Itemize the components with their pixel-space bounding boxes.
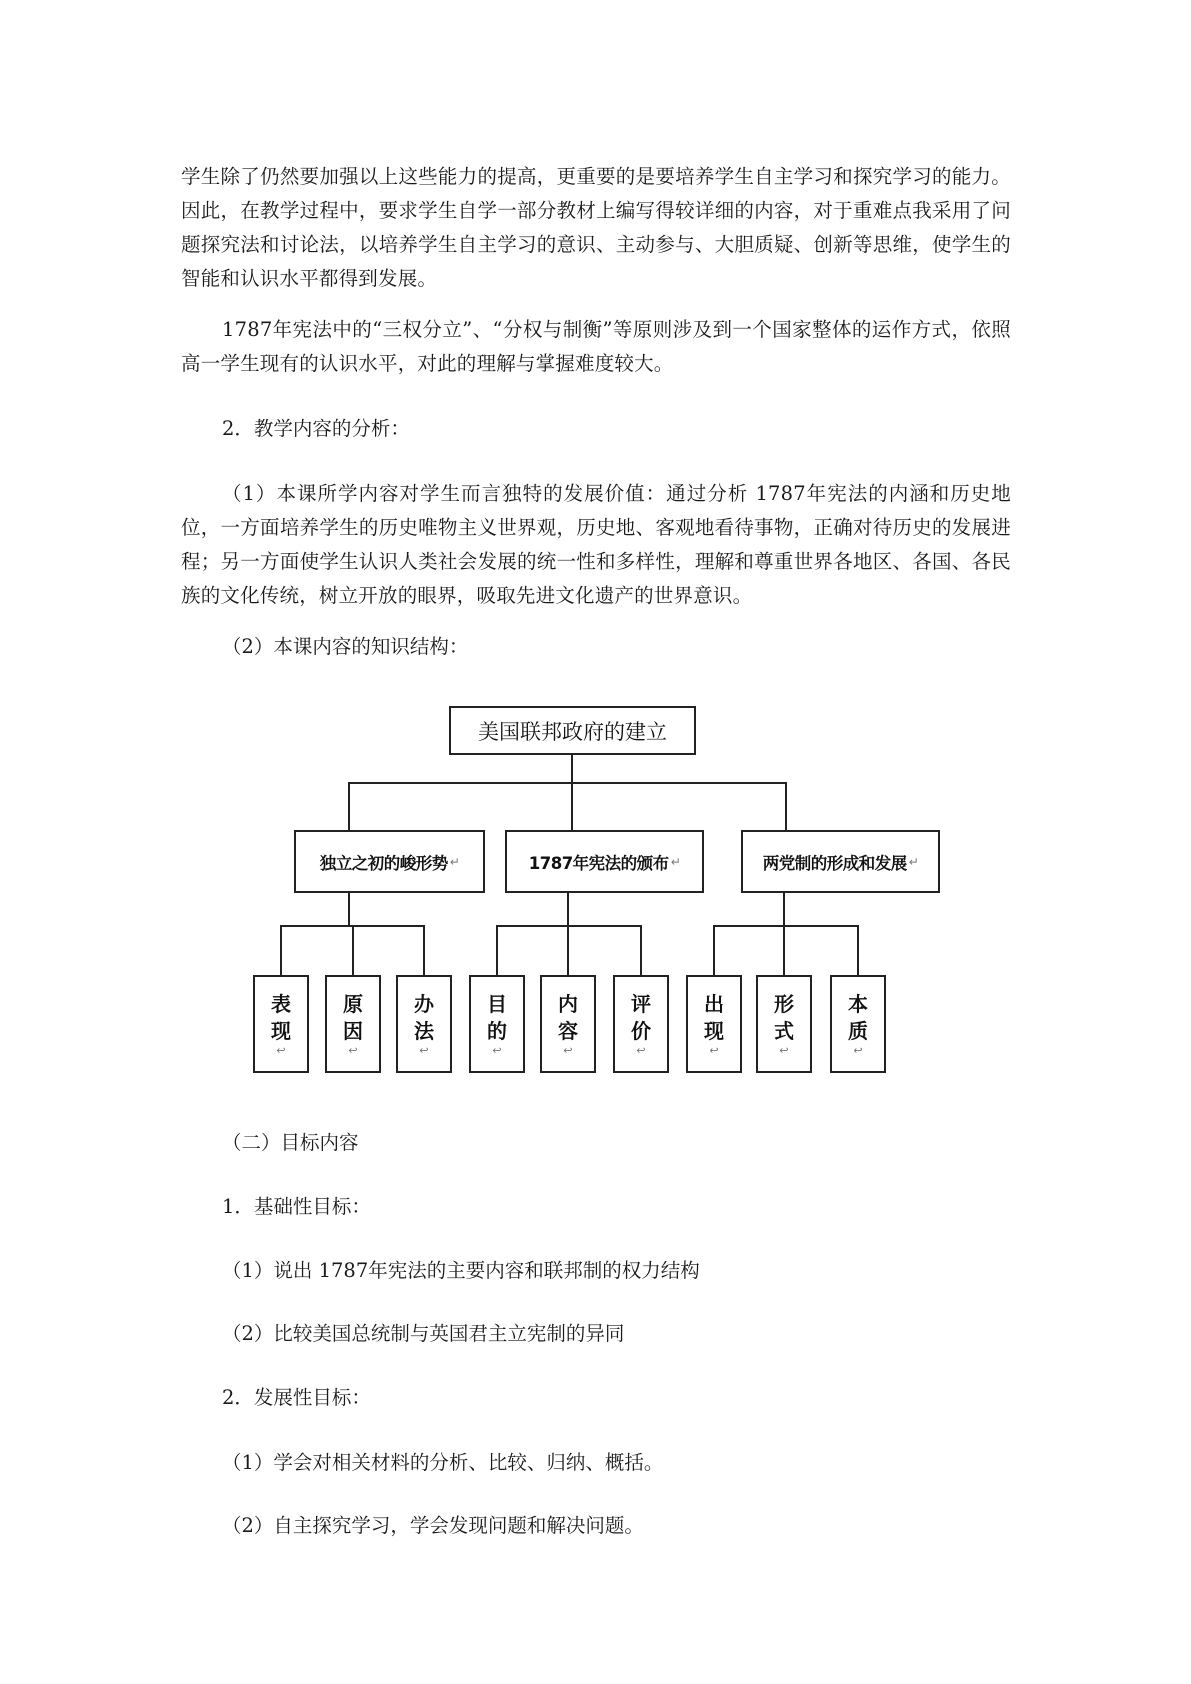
diagram-leaf-box [830,975,886,1073]
basic-goal-2: （2）比较美国总统制与英国君主立宪制的异同 [222,1322,625,1345]
diagram-branch-label-2: 1787年宪法的颁布 [528,853,669,873]
leaf-return-mark: ↩ [348,1044,358,1057]
development-goal-2: （2）自主探究学习，学会发现问题和解决问题。 [222,1514,644,1537]
diagram-branch-label-3: 两党制的形成和发展 [762,853,907,873]
leaf-char: 办 [414,992,434,1016]
leaf-char: 质 [848,1019,868,1043]
return-mark: ↵ [449,854,460,869]
leaf-char: 目 [487,992,507,1016]
leaf-return-mark: ↩ [563,1044,573,1057]
heading-goals: （二）目标内容 [222,1131,359,1154]
paragraph-abilities: 学生除了仍然要加强以上这些能力的提高，更重要的是要培养学生自主学习和探究学习的能力。因此，在教学过程中，要求学生自学一部分教材上编写得较详细的内容，对于重难点我采用了问题探究法和讨论法，以培养学生自主学习的意识、主动参与、大胆质疑、创新等思维，使学生的智能和认识水平都得到发展。 [181,165,1011,290]
return-mark: ↵ [908,854,919,869]
diagram-branch-label-1: 独立之初的峻形势 [319,853,448,873]
heading-basic-goals: 1．基础性目标： [222,1195,371,1218]
heading-content-analysis: 2．教学内容的分析： [222,417,410,440]
diagram-branch-box-2 [505,830,704,893]
leaf-return-mark: ↩ [636,1044,646,1057]
leaf-char: 表 [271,992,291,1016]
leaf-char: 出 [704,992,724,1016]
leaf-char: 价 [631,1019,651,1043]
diagram-leaf-box [540,975,596,1073]
diagram-branch-box-3 [741,830,940,893]
leaf-return-mark: ↩ [419,1044,429,1057]
leaf-char: 因 [343,1019,363,1043]
leaf-return-mark: ↩ [853,1044,863,1057]
diagram-leaf-box [325,975,381,1073]
leaf-char: 内 [558,992,578,1016]
leaf-char: 形 [774,992,794,1016]
diagram-root-label: 美国联邦政府的建立 [478,719,667,744]
basic-goal-1: （1）说出 1787年宪法的主要内容和联邦制的权力结构 [222,1259,700,1282]
leaf-char: 原 [343,992,363,1016]
paragraph-constitution-difficulty: 1787年宪法中的“三权分立”、“分权与制衡”等原则涉及到一个国家整体的运作方式，依照高一学生现有的认识水平，对此的理解与掌握难度较大。 [181,318,1011,375]
heading-development-goals: 2．发展性目标： [222,1386,371,1409]
development-goal-1: （1）学会对相关材料的分析、比较、归纳、概括。 [222,1451,664,1474]
leaf-char: 的 [487,1019,507,1043]
leaf-char: 现 [271,1019,291,1043]
leaf-char: 评 [631,992,651,1016]
diagram-leaf-box [253,975,309,1073]
diagram-leaf-box [756,975,812,1073]
diagram-leaf-box [686,975,742,1073]
leaf-char: 现 [704,1019,724,1043]
leaf-char: 容 [558,1019,578,1043]
diagram-leaf-box [613,975,669,1073]
diagram-branch-box-1 [294,830,485,893]
leaf-return-mark: ↩ [492,1044,502,1057]
leaf-char: 式 [774,1019,794,1043]
heading-knowledge-structure: （2）本课内容的知识结构： [222,635,469,658]
leaf-char: 本 [848,992,868,1016]
diagram-leaf-box [469,975,525,1073]
diagram-root-box [449,706,696,755]
diagram-leaf-box [396,975,452,1073]
leaf-return-mark: ↩ [709,1044,719,1057]
leaf-return-mark: ↩ [276,1044,286,1057]
paragraph-development-value: （1）本课所学内容对学生而言独特的发展价值：通过分析 1787年宪法的内涵和历史地位，一方面培养学生的历史唯物主义世界观，历史地、客观地看待事物，正确对待历史的发展进程；另一方面使学生认识人类社会发展的统一性和多样性，理解和尊重世界各地区、各国、各民族的文化传统，树立开放的眼界，吸取先进文化遗产的世界意识。 [181,482,1011,607]
leaf-char: 法 [414,1019,434,1043]
leaf-return-mark: ↩ [779,1044,789,1057]
return-mark: ↵ [670,854,681,869]
